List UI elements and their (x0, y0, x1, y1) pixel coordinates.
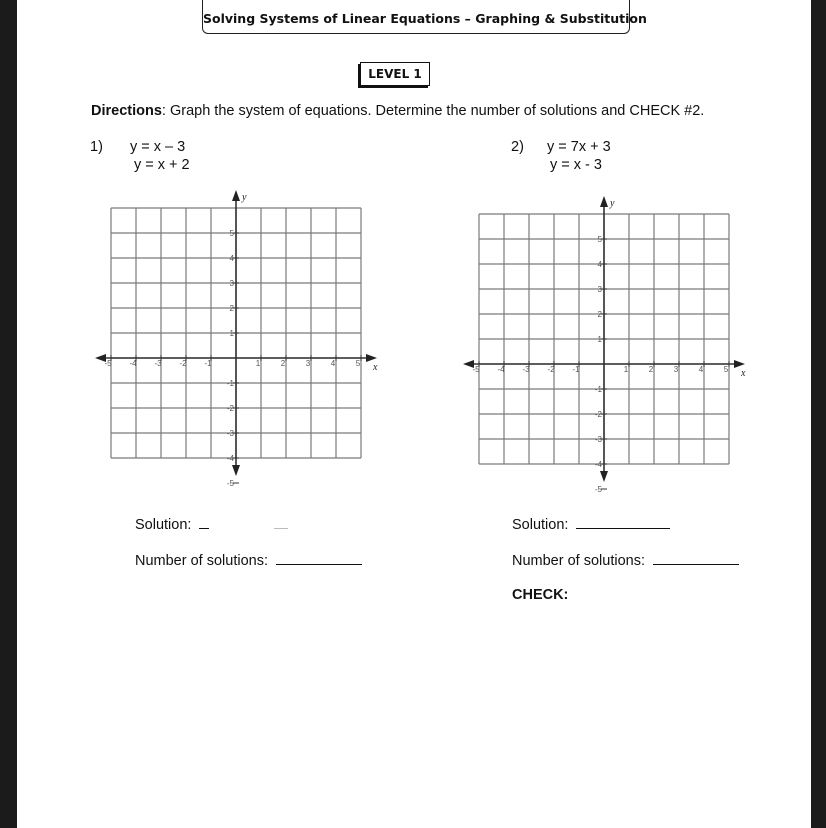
problem-1-solution-blank[interactable] (199, 516, 209, 529)
problem-1-count-blank[interactable] (276, 552, 362, 565)
y-axis-arrow-down (232, 465, 240, 476)
coordinate-grid-2[interactable] (459, 192, 759, 494)
x-tick-label: 4 (330, 359, 336, 368)
problem-1-solution-label: Solution: (135, 517, 192, 533)
problem-2-count (512, 552, 739, 569)
x-axis-label: x (373, 362, 378, 373)
y-tick-label: 1 (597, 335, 602, 344)
worksheet-page (17, 0, 811, 828)
x-tick-label: -4 (129, 359, 137, 368)
problem-1-solution-blank-end[interactable] (274, 516, 288, 529)
y-tick-label: -4 (594, 460, 602, 469)
y-tick-label: -2 (226, 404, 234, 413)
x-axis-arrow-right (366, 354, 377, 362)
y-axis-arrow-down (600, 471, 608, 482)
problem-1-equation-1: y = x – 3 (130, 139, 186, 155)
directions (91, 103, 704, 119)
y-tick-label: 5 (597, 235, 602, 244)
x-tick-label: 5 (723, 365, 729, 374)
problem-1-equation-2: y = x + 2 (134, 157, 190, 173)
y-tick-label: 3 (597, 285, 602, 294)
worksheet-title: Solving Systems of Linear Equations – Graphing & Substitution (203, 11, 647, 26)
y-tick-label: -4 (226, 454, 234, 463)
problem-2-number: 2) (511, 139, 524, 155)
directions-label: Directions (91, 103, 162, 119)
y-tick-label: 3 (229, 279, 234, 288)
problem-2-equation-2: y = x - 3 (550, 157, 602, 173)
y-tick-label: -2 (594, 410, 602, 419)
y-tick-label: 2 (597, 310, 602, 319)
x-tick-label: -1 (572, 365, 580, 374)
y-tick-label: 1 (229, 329, 234, 338)
x-tick-label: -5 (104, 359, 112, 368)
header-box (202, 0, 647, 34)
y-tick-label: -3 (594, 435, 602, 444)
x-tick-label: -4 (497, 365, 505, 374)
x-axis-arrow-right (734, 360, 745, 368)
y-tick-label: 5 (229, 229, 234, 238)
problem-1-count (135, 552, 362, 569)
x-tick-label: 3 (305, 359, 311, 368)
x-tick-label: -3 (154, 359, 162, 368)
x-tick-label: 2 (280, 359, 286, 368)
y-axis-arrow-up (232, 190, 240, 201)
y-tick-label: 4 (597, 260, 602, 269)
y-axis-label: y (242, 192, 247, 203)
x-tick-label: 1 (255, 359, 261, 368)
x-tick-label: 4 (698, 365, 704, 374)
problem-2-count-blank[interactable] (653, 552, 739, 565)
level-badge: LEVEL 1 (360, 62, 430, 86)
x-axis-label: x (741, 368, 746, 379)
problem-2-solution (512, 516, 670, 533)
directions-text: : Graph the system of equations. Determine the number of solutions and CHECK #2. (161, 103, 705, 119)
x-tick-label: 3 (673, 365, 679, 374)
problem-1-number: 1) (90, 139, 103, 155)
problem-2-count-label: Number of solutions: (512, 553, 645, 569)
y-tick-label: -1 (226, 379, 234, 388)
x-tick-label: -2 (547, 365, 555, 374)
x-tick-label: -3 (522, 365, 530, 374)
problem-2-solution-blank[interactable] (576, 516, 670, 529)
y-tick-label: -5 (594, 485, 602, 494)
coordinate-grid-1[interactable] (92, 185, 392, 488)
y-axis-label: y (610, 198, 615, 209)
x-tick-label: -1 (204, 359, 212, 368)
y-axis-arrow-up (600, 196, 608, 207)
problem-1-solution (135, 516, 288, 533)
x-tick-label: 2 (648, 365, 654, 374)
y-tick-label: -5 (226, 479, 234, 488)
x-tick-label: -2 (179, 359, 187, 368)
x-tick-label: -5 (472, 365, 480, 374)
x-tick-label: 5 (355, 359, 361, 368)
x-tick-label: 1 (623, 365, 629, 374)
y-tick-label: 4 (229, 254, 234, 263)
check-label: CHECK: (512, 587, 569, 603)
y-tick-label: 2 (229, 304, 234, 313)
y-tick-label: -1 (594, 385, 602, 394)
problem-2-solution-label: Solution: (512, 517, 569, 533)
problem-1-count-label: Number of solutions: (135, 553, 268, 569)
problem-2-equation-1: y = 7x + 3 (547, 139, 611, 155)
y-tick-label: -3 (226, 429, 234, 438)
